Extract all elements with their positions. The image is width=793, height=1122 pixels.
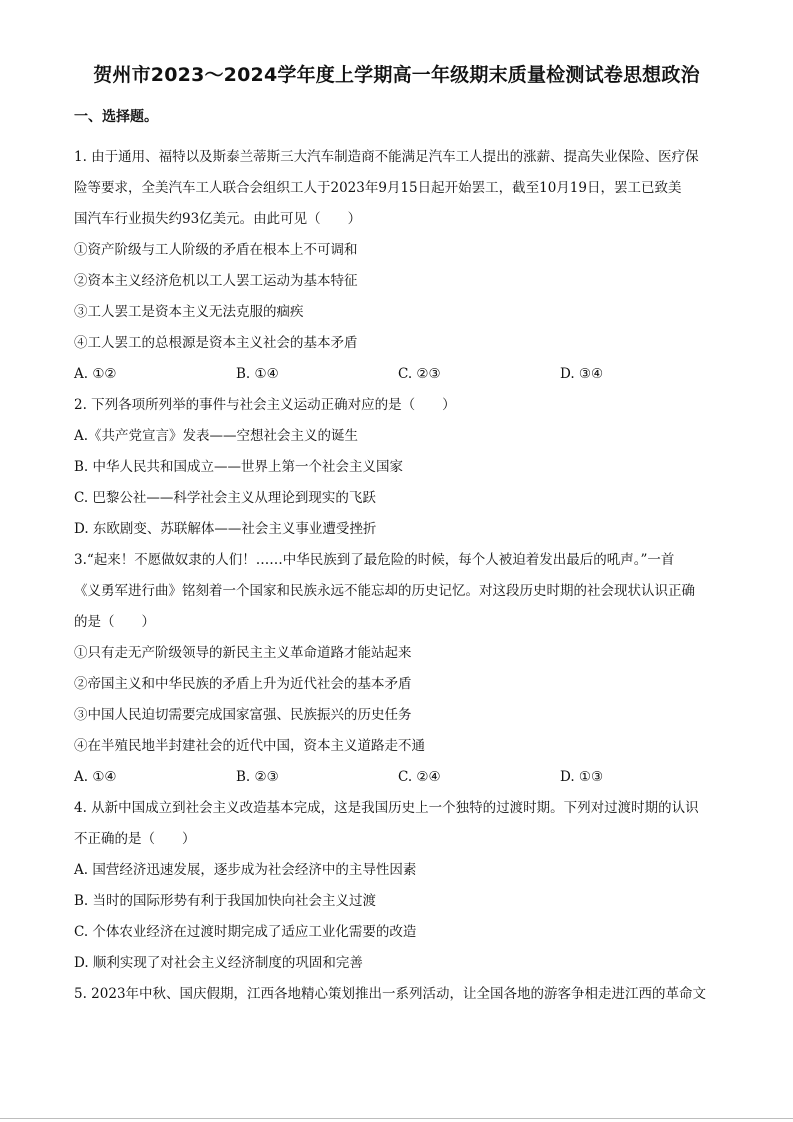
q1-option-c: C. ②③ bbox=[398, 366, 441, 382]
q5-line-1: 5. 2023年中秋、国庆假期，江西各地精心策划推出一系列活动，让全国各地的游客争相走进江西的革命文 bbox=[74, 986, 707, 1002]
q3-statement-3: ③中国人民迫切需要完成国家富强、民族振兴的历史任务 bbox=[74, 707, 412, 723]
q1-line-2: 险等要求，全美汽车工人联合会组织工人于2023年9月15日起开始罢工，截至10月19日，罢工已致美 bbox=[74, 180, 682, 196]
q2-option-d: D. 东欧剧变、苏联解体——社会主义事业遭受挫折 bbox=[74, 521, 377, 537]
q4-option-d: D. 顺利实现了对社会主义经济制度的巩固和完善 bbox=[74, 955, 363, 971]
q1-statement-1: ①资产阶级与工人阶级的矛盾在根本上不可调和 bbox=[74, 242, 358, 258]
q3-statement-4: ④在半殖民地半封建社会的近代中国，资本主义道路走不通 bbox=[74, 738, 425, 754]
q3-option-b: B. ②③ bbox=[236, 769, 279, 785]
q1-option-b: B. ①④ bbox=[236, 366, 279, 382]
q1-statement-3: ③工人罢工是资本主义无法克服的痼疾 bbox=[74, 304, 304, 320]
q4-option-b: B. 当时的国际形势有利于我国加快向社会主义过渡 bbox=[74, 893, 377, 909]
q3-statement-1: ①只有走无产阶级领导的新民主主义革命道路才能站起来 bbox=[74, 645, 412, 661]
q3-option-d: D. ①③ bbox=[560, 769, 604, 785]
q4-option-c: C. 个体农业经济在过渡时期完成了适应工业化需要的改造 bbox=[74, 924, 417, 940]
q3-option-c: C. ②④ bbox=[398, 769, 441, 785]
q3-line-3: 的是（ ） bbox=[74, 614, 155, 630]
q1-line-3: 国汽车行业损失约93亿美元。由此可见（ ） bbox=[74, 211, 362, 227]
q4-line-2: 不正确的是（ ） bbox=[74, 831, 196, 847]
q1-option-d: D. ③④ bbox=[560, 366, 604, 382]
q4-line-1: 4. 从新中国成立到社会主义改造基本完成，这是我国历史上一个独特的过渡时期。下列对过渡时期的认识 bbox=[74, 800, 699, 816]
q4-option-a: A. 国营经济迅速发展，逐步成为社会经济中的主导性因素 bbox=[74, 862, 417, 878]
q3-line-1: 3.“起来！不愿做奴隶的人们！……中华民族到了最危险的时候，每个人被迫着发出最后的吼声。”一首 bbox=[74, 552, 675, 568]
q2-stem: 2. 下列各项所列举的事件与社会主义运动正确对应的是（ ） bbox=[74, 397, 456, 413]
document-title: 贺州市2023～2024学年度上学期高一年级期末质量检测试卷思想政治 bbox=[93, 64, 700, 86]
q1-option-a: A. ①② bbox=[74, 366, 117, 382]
q1-statement-2: ②资本主义经济危机以工人罢工运动为基本特征 bbox=[74, 273, 358, 289]
q2-option-c: C. 巴黎公社——科学社会主义从理论到现实的飞跃 bbox=[74, 490, 376, 506]
q1-line-1: 1. 由于通用、福特以及斯泰兰蒂斯三大汽车制造商不能满足汽车工人提出的涨薪、提高失业保险、医疗保 bbox=[74, 149, 699, 165]
q3-line-2: 《义勇军进行曲》铭刻着一个国家和民族永远不能忘却的历史记忆。对这段历史时期的社会现状认识正确 bbox=[74, 583, 695, 599]
page-bottom-rule bbox=[0, 1118, 793, 1119]
q3-statement-2: ②帝国主义和中华民族的矛盾上升为近代社会的基本矛盾 bbox=[74, 676, 412, 692]
q3-option-a: A. ①④ bbox=[74, 769, 117, 785]
q1-statement-4: ④工人罢工的总根源是资本主义社会的基本矛盾 bbox=[74, 335, 358, 351]
q2-option-a: A.《共产党宣言》发表——空想社会主义的诞生 bbox=[74, 428, 359, 444]
section-heading: 一、选择题。 bbox=[74, 109, 158, 125]
q2-option-b: B. 中华人民共和国成立——世界上第一个社会主义国家 bbox=[74, 459, 404, 475]
